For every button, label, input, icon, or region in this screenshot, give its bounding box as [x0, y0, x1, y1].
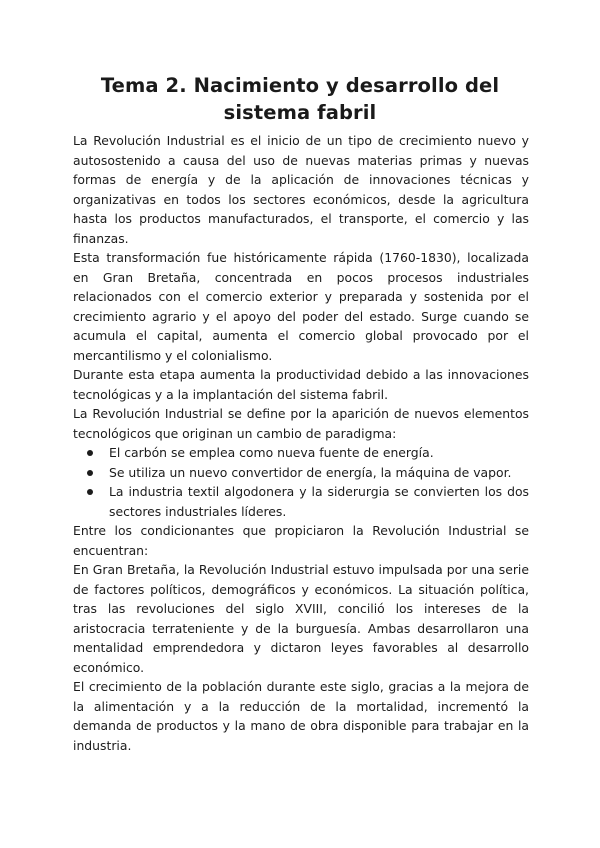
- list-item-text: La industria textil algodonera y la siderurgia se convierten los dos sectores industriales líderes.: [109, 484, 529, 519]
- paragraph-conditions-intro: Entre los condicionantes que propiciaron la Revolución Industrial se encuentran:: [73, 523, 529, 558]
- list-item-text: Se utiliza un nuevo convertidor de energía, la máquina de vapor.: [109, 464, 512, 480]
- paragraph-political-factors: En Gran Bretaña, la Revolución Industrial estuvo impulsada por una serie de factores políticos, demográficos y económicos. La situación política, tras las revoluciones del siglo XVIII, concilió los intereses de la aristocracia terrateniente y de la burguesía. Ambas desarrollaron una mentalidad emprendedora y dictaron leyes favorables al desarrollo económico.: [73, 562, 529, 675]
- document-title: Tema 2. Nacimiento y desarrollo del sistema fabril: [100, 74, 500, 124]
- list-item: [73, 463, 529, 483]
- bullet-icon: [87, 489, 93, 495]
- bullet-list: [73, 443, 529, 521]
- document-body: [73, 131, 529, 755]
- paragraph-productivity: Durante esta etapa aumenta la productividad debido a las innovaciones tecnológicas y a la implantación del sistema fabril.: [73, 367, 529, 402]
- paragraph-population-growth: El crecimiento de la población durante este siglo, gracias a la mejora de la alimentación y a la reducción de la mortalidad, incrementó la demanda de productos y la mano de obra disponible para trabajar en la industria.: [73, 679, 529, 753]
- paragraph-paradigm: La Revolución Industrial se define por la aparición de nuevos elementos tecnológicos que originan un cambio de paradigma:: [73, 406, 529, 441]
- bullet-icon: [87, 450, 93, 456]
- list-item: [73, 482, 529, 521]
- paragraph-definition: La Revolución Industrial es el inicio de un tipo de crecimiento nuevo y autosostenido a causa del uso de nuevas materias primas y nuevas formas de energía y de la aplicación de innovaciones técnicas y organizativas en todos los sectores económicos, desde la agricultura hasta los productos manufacturados, el transporte, el comercio y las finanzas.: [73, 133, 529, 246]
- list-item: [73, 443, 529, 463]
- paragraph-transformation: Esta transformación fue históricamente rápida (1760-1830), localizada en Gran Bretaña, concentrada en pocos procesos industriales relacionados con el comercio exterior y preparada y sostenida por el crecimiento agrario y el apoyo del poder del estado. Surge cuando se acumula el capital, aumenta el comercio global provocado por el mercantilismo y el colonialismo.: [73, 250, 529, 363]
- bullet-icon: [87, 470, 93, 476]
- list-item-text: El carbón se emplea como nueva fuente de energía.: [109, 445, 434, 460]
